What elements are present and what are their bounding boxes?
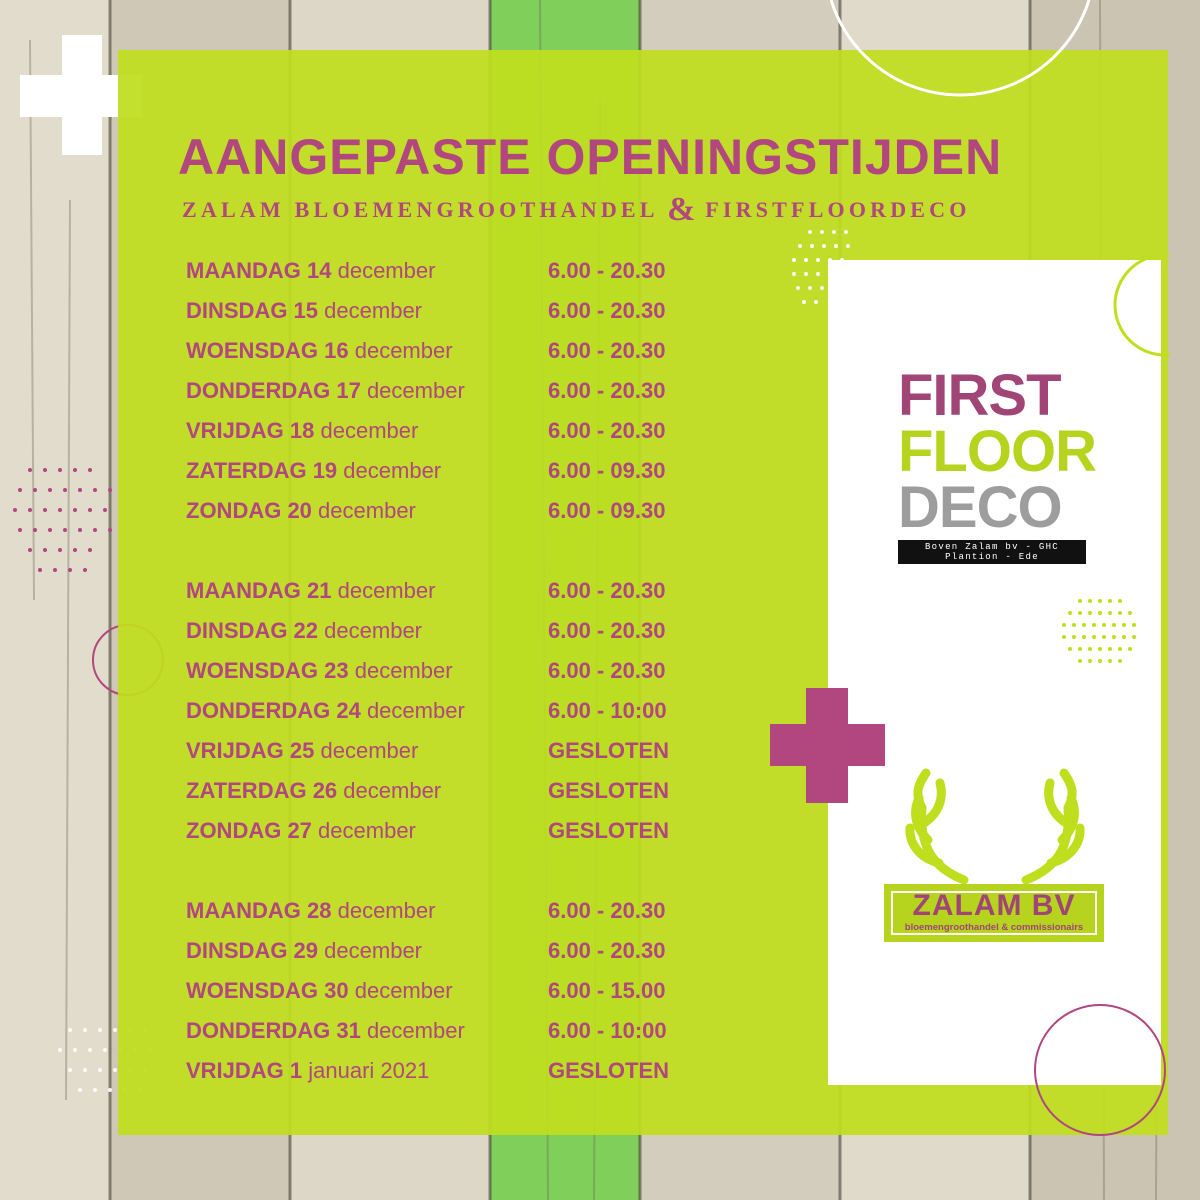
opening-hours-schedule	[186, 256, 706, 1136]
hours-label: 6.00 - 10:00	[548, 1018, 667, 1043]
hours-label: 6.00 - 15.00	[548, 978, 666, 1003]
schedule-row	[186, 416, 706, 456]
schedule-row	[186, 576, 706, 616]
month-label: december	[366, 378, 465, 403]
schedule-row	[186, 776, 706, 816]
day-label: ZONDAG 20	[186, 498, 312, 523]
schedule-row	[186, 696, 706, 736]
day-label: VRIJDAG 18	[186, 418, 315, 443]
day-label: VRIJDAG 25	[186, 738, 315, 763]
hours-label: 6.00 - 09.30	[548, 498, 666, 523]
hours-label: 6.00 - 20.30	[548, 418, 666, 443]
antlers-icon	[884, 768, 1106, 888]
month-label: december	[343, 778, 442, 803]
week-3	[186, 896, 706, 1096]
month-label: december	[318, 818, 416, 843]
week-1	[186, 256, 706, 536]
month-label: december	[320, 418, 419, 443]
schedule-row	[186, 1016, 706, 1056]
subtitle-left: ZALAM BLOEMENGROOTHANDEL	[182, 197, 658, 222]
plus-icon-magenta	[770, 688, 885, 803]
day-label: ZATERDAG 19	[186, 458, 338, 483]
schedule-row	[186, 976, 706, 1016]
hours-label: 6.00 - 20.30	[548, 578, 666, 603]
day-label: ZATERDAG 26	[186, 778, 338, 803]
hours-label: 6.00 - 20.30	[548, 258, 666, 283]
week-2	[186, 576, 706, 856]
schedule-row	[186, 496, 706, 536]
schedule-row	[186, 296, 706, 336]
schedule-row	[186, 936, 706, 976]
halftone-dots-card-lime	[1050, 595, 1150, 675]
schedule-row	[186, 456, 706, 496]
hours-label: 6.00 - 20.30	[548, 658, 666, 683]
month-label: december	[354, 658, 453, 683]
month-label: december	[354, 978, 453, 1003]
day-label: MAANDAG 21	[186, 578, 332, 603]
logo-line-first: FIRST	[898, 363, 1061, 428]
month-label: december	[324, 938, 423, 963]
month-label: januari 2021	[308, 1058, 430, 1083]
day-label: WOENSDAG 30	[186, 978, 349, 1003]
schedule-row	[186, 656, 706, 696]
subtitle-right: FIRSTFLOORDECO	[705, 197, 971, 222]
schedule-row	[186, 1056, 706, 1096]
day-label: DINSDAG 29	[186, 938, 319, 963]
month-label: december	[324, 298, 423, 323]
logo-line-floor: FLOOR	[898, 419, 1096, 484]
hours-label: 6.00 - 20.30	[548, 938, 666, 963]
zalam-name: ZALAM BV	[912, 889, 1076, 922]
page-title: AANGEPASTE OPENINGSTIJDEN	[178, 129, 1003, 185]
hours-label: 6.00 - 20.30	[548, 618, 666, 643]
month-label: december	[366, 1018, 465, 1043]
zalam-tagline: bloemengroothandel & commissionairs	[904, 922, 1084, 933]
month-label: december	[337, 578, 436, 603]
hours-label: GESLOTEN	[548, 818, 670, 843]
day-label: VRIJDAG 1	[186, 1058, 303, 1083]
logo-line-deco: DECO	[898, 475, 1062, 540]
subtitle-amp: &	[667, 191, 696, 228]
schedule-row	[186, 816, 706, 856]
day-label: WOENSDAG 16	[186, 338, 349, 363]
firstfloordeco-logo	[898, 363, 1096, 564]
schedule-row	[186, 256, 706, 296]
day-label: MAANDAG 28	[186, 898, 332, 923]
hours-label: 6.00 - 20.30	[548, 338, 666, 363]
schedule-row	[186, 736, 706, 776]
hours-label: GESLOTEN	[548, 778, 670, 803]
hours-label: 6.00 - 10:00	[548, 698, 667, 723]
hours-label: 6.00 - 09.30	[548, 458, 666, 483]
schedule-row	[186, 376, 706, 416]
month-label: december	[354, 338, 453, 363]
circle-outline-bottom-right	[1020, 1000, 1170, 1140]
circle-outline-top	[830, 0, 1100, 110]
circle-outline-card-top	[1095, 255, 1170, 365]
month-label: december	[324, 618, 423, 643]
month-label: december	[337, 898, 436, 923]
schedule-row	[186, 896, 706, 936]
month-label: december	[320, 738, 419, 763]
schedule-row	[186, 616, 706, 656]
day-label: MAANDAG 14	[186, 258, 332, 283]
hours-label: GESLOTEN	[548, 738, 670, 763]
hours-label: 6.00 - 20.30	[548, 898, 666, 923]
hours-label: GESLOTEN	[548, 1058, 670, 1083]
page-subtitle	[182, 188, 971, 226]
logo-tagline: Boven Zalam bv - GHC Plantion - Ede	[898, 540, 1086, 564]
month-label: december	[366, 698, 465, 723]
day-label: DONDERDAG 17	[186, 378, 361, 403]
day-label: DINSDAG 22	[186, 618, 319, 643]
hours-label: 6.00 - 20.30	[548, 298, 666, 323]
day-label: DINSDAG 15	[186, 298, 319, 323]
schedule-row	[186, 336, 706, 376]
month-label: december	[343, 458, 442, 483]
month-label: december	[337, 258, 436, 283]
day-label: DONDERDAG 24	[186, 698, 361, 723]
month-label: december	[318, 498, 416, 523]
day-label: ZONDAG 27	[186, 818, 312, 843]
day-label: WOENSDAG 23	[186, 658, 349, 683]
day-label: DONDERDAG 31	[186, 1018, 361, 1043]
zalam-badge	[884, 884, 1104, 942]
hours-label: 6.00 - 20.30	[548, 378, 666, 403]
